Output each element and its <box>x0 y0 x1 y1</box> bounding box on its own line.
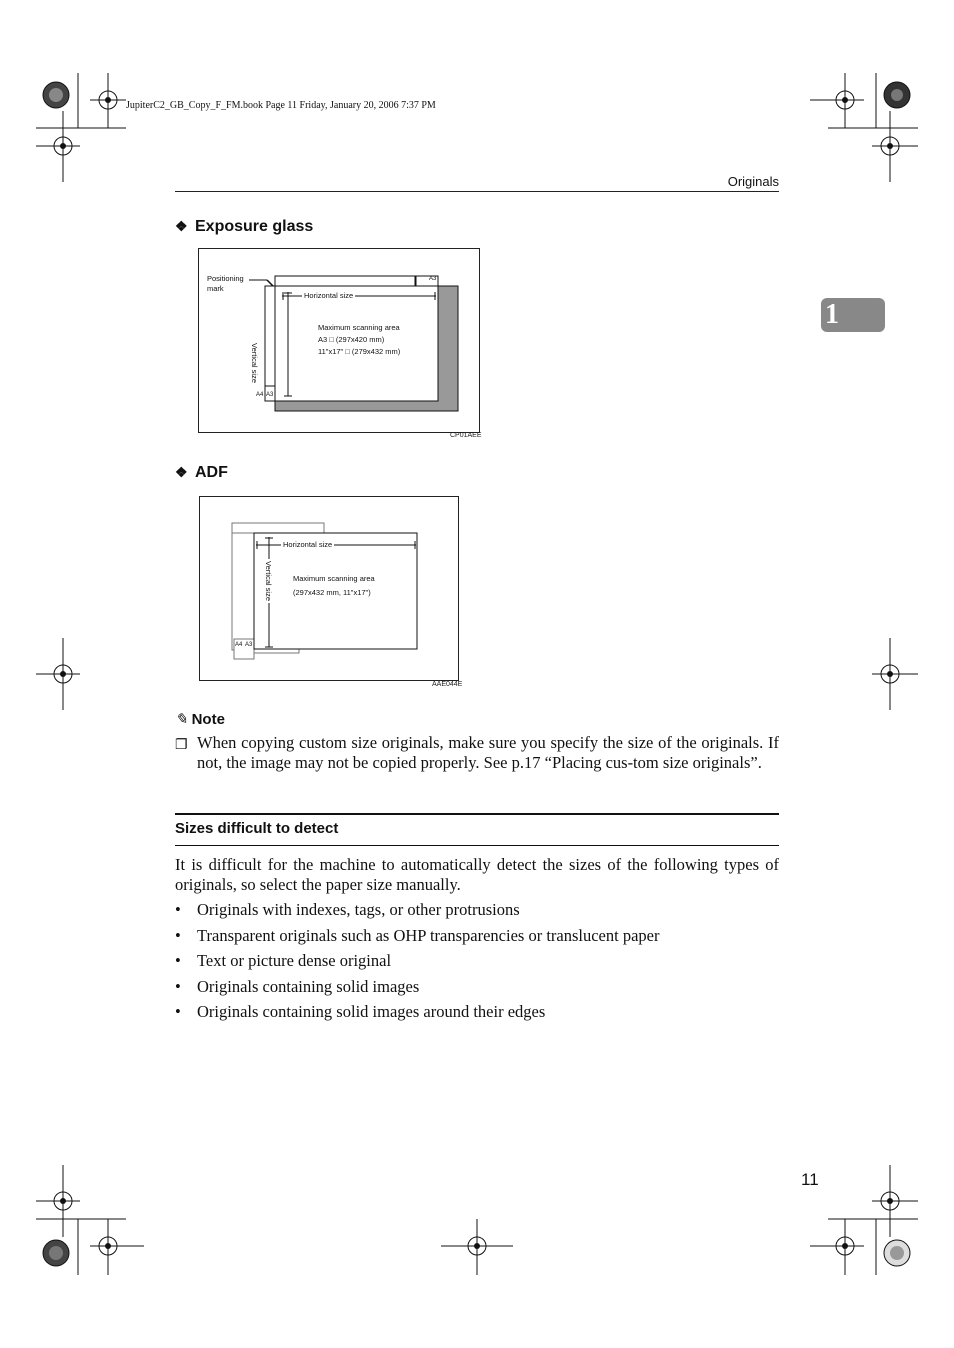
note-heading <box>175 710 225 728</box>
section-title: Sizes difficult to detect <box>175 820 339 837</box>
note-text: When copying custom size originals, make sure you specify the size of the originals. If not, the image may not be copied properly. See p.17 “Placing cus-tom size originals”. <box>197 733 779 772</box>
print-info: JupiterC2_GB_Copy_F_FM.book Page 11 Friday, January 20, 2006 7:37 PM <box>126 100 436 111</box>
adf-a3-label: A3 <box>245 642 253 648</box>
section-rule-bottom <box>175 845 779 846</box>
bullet-icon: • <box>175 925 181 945</box>
max-area-label: Maximum scanning area <box>318 323 400 332</box>
positioning-mark-label: Positioning mark <box>207 274 244 293</box>
bullet-icon: • <box>175 951 181 970</box>
list-item <box>175 925 779 951</box>
adf-a4-label: A4 <box>235 642 243 648</box>
inch-size-line: 11"x17" □ (279x432 mm) <box>318 347 401 356</box>
list-item <box>175 950 779 976</box>
a3-size-line: A3 □ (297x420 mm) <box>318 335 385 344</box>
adf-heading <box>175 464 228 482</box>
note-body <box>175 733 779 773</box>
a3-tag-label: A3 <box>429 276 437 282</box>
adf-vertical-size-label: Vertical size <box>264 561 273 602</box>
diamond-icon: ❖ <box>175 464 188 480</box>
diamond-icon: ❖ <box>175 218 188 234</box>
adf-size-line: (297x432 mm, 11"x17") <box>293 588 371 597</box>
exposure-heading <box>175 218 313 236</box>
left-strip <box>265 286 275 386</box>
exposure-figure-code: CP01AEE <box>450 432 482 439</box>
a3-label: A3 <box>266 392 274 398</box>
adf-heading-label: ADF <box>195 464 228 481</box>
list-item <box>175 899 779 925</box>
list-item <box>175 976 779 1002</box>
exposure-heading-label: Exposure glass <box>195 218 314 235</box>
header-rule <box>175 191 779 192</box>
top-strip <box>275 276 415 286</box>
adf-max-area-label: Maximum scanning area <box>293 574 375 583</box>
page-number: 11 <box>801 1170 819 1189</box>
list-item-text: Originals containing solid images around their edges <box>197 1002 546 1021</box>
list-item <box>175 1001 779 1027</box>
adf-figure <box>199 496 459 681</box>
adf-left-strip <box>232 533 254 650</box>
adf-horizontal-size-label: Horizontal size <box>283 540 333 549</box>
exposure-figure <box>198 248 480 433</box>
adf-top-strip <box>232 523 324 533</box>
vertical-size-label: Vertical size <box>250 343 259 384</box>
note-heading-label: Note <box>191 711 225 728</box>
running-head: Originals <box>727 174 779 189</box>
list-item-text: Text or picture dense original <box>197 951 392 970</box>
chapter-tab: 1 <box>821 298 885 332</box>
bullet-icon: • <box>175 900 181 919</box>
checkbox-icon: ❐ <box>175 738 188 753</box>
bullet-list <box>175 899 779 1027</box>
section-intro: It is difficult for the machine to automatically detect the sizes of the following types of originals, so select the paper size manually. <box>175 855 779 894</box>
horizontal-size-label: Horizontal size <box>304 291 354 300</box>
section-rule-top <box>175 813 779 815</box>
adf-figure-code: AAE044E <box>432 681 463 688</box>
list-item-text: Transparent originals such as OHP transparencies or translucent paper <box>197 925 660 945</box>
bullet-icon: • <box>175 1002 181 1021</box>
list-item-text: Originals containing solid images <box>197 976 420 996</box>
pencil-icon: ✎ <box>175 711 188 728</box>
bullet-icon: • <box>175 976 181 996</box>
list-item-text: Originals with indexes, tags, or other protrusions <box>197 900 520 919</box>
a4-label: A4 <box>256 392 264 398</box>
